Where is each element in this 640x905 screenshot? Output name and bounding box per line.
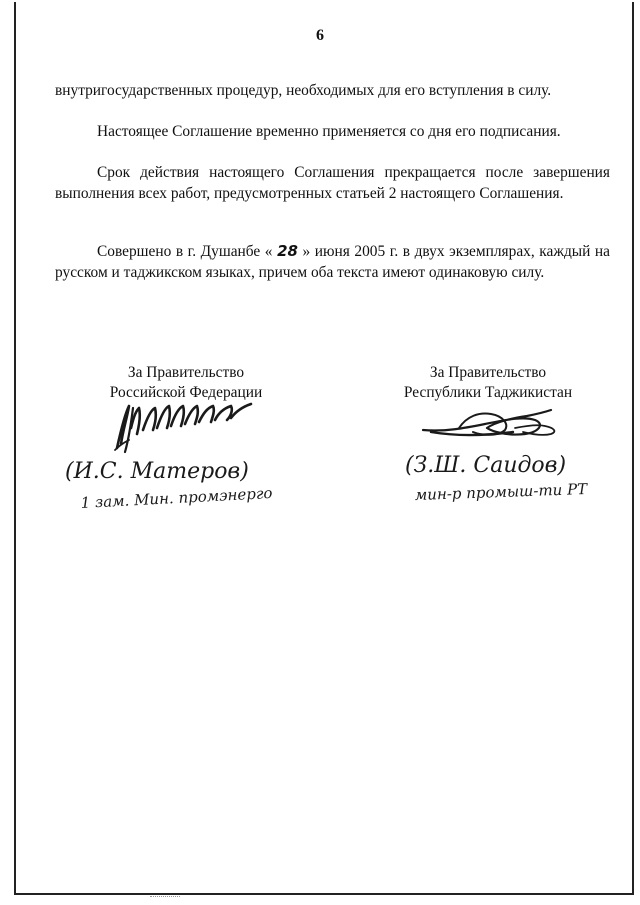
paragraph-termination: Срок действия настоящего Соглашения прекращается после завершения выполнения всех работ, предусмотренных статьей 2 настоящего Соглашения. <box>55 164 610 202</box>
scan-artifact-mark <box>150 896 180 900</box>
signature-heading-tajikistan <box>368 363 608 403</box>
signature-heading-russia <box>66 363 306 403</box>
body-text-4 <box>55 241 610 283</box>
signature-scribble-russia <box>115 404 251 452</box>
handwritten-name-russia: (И.С. Матеров) <box>65 459 249 484</box>
paragraph-done-at <box>55 241 610 283</box>
paragraph-provisional-application: Настоящее Соглашение временно применяется со дня его подписания. <box>97 123 561 140</box>
body-text <box>55 81 610 102</box>
done-at-text-after: » июня 2005 г. в двух экземплярах, каждый на русском и таджикском языках, причем оба текста имеют одинаковую силу. <box>55 243 611 281</box>
paragraph-procedures: внутригосударственных процедур, необходимых для его вступления в силу. <box>55 82 552 99</box>
handwritten-title-russia: 1 зам. Мин. промэнерго <box>80 483 273 512</box>
handwritten-date: 28 <box>277 242 298 260</box>
body-text-2 <box>55 122 610 143</box>
signature-heading-line2: Республики Таджикистан <box>403 384 573 401</box>
signature-heading-line2: Российской Федерации <box>109 384 263 401</box>
signature-heading-line1: За Правительство <box>127 364 245 381</box>
handwritten-title-tajikistan: мин-р промыш-ти РТ <box>414 479 588 504</box>
handwritten-name-tajikistan: (З.Ш. Саидов) <box>405 453 567 478</box>
page-number: 6 <box>316 27 324 44</box>
body-text-3 <box>55 163 610 204</box>
done-at-text-before: Совершено в г. Душанбе « <box>97 243 273 260</box>
signature-scribble-tajikistan <box>423 410 554 435</box>
signature-russia <box>55 400 305 525</box>
signature-tajikistan <box>395 402 640 512</box>
signature-heading-line1: За Правительство <box>429 364 547 381</box>
